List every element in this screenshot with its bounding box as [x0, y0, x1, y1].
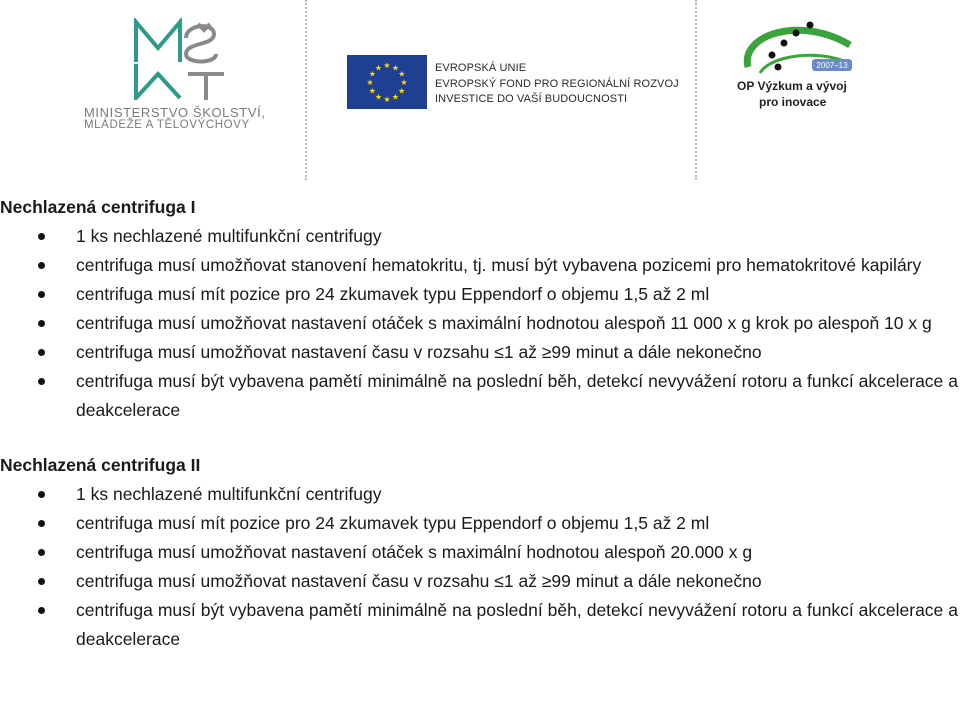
requirements-list — [0, 480, 958, 654]
section-gap — [0, 425, 958, 451]
list-item: centrifuga musí umožňovat nastavení času v rozsahu ≤1 až ≥99 minut a dále nekonečno — [0, 567, 958, 596]
list-item: centrifuga musí umožňovat nastavení otáček s maximální hodnotou alespoň 20.000 x g — [0, 538, 958, 567]
list-item: 1 ks nechlazené multifunkční centrifugy — [0, 480, 958, 509]
list-item: centrifuga musí umožňovat nastavení otáček s maximální hodnotou alespoň 11 000 x g krok po alespoň 10 x g — [0, 309, 958, 338]
msmt-logo — [84, 18, 284, 131]
op-years: 2007–13 — [816, 61, 848, 70]
op-logo-text — [737, 78, 847, 110]
eu-logo-text — [435, 61, 679, 108]
requirements-list — [0, 222, 958, 425]
eu-star-icon: ★ — [366, 78, 374, 87]
eu-star-icon: ★ — [383, 61, 391, 70]
eu-star-icon: ★ — [398, 86, 406, 96]
eu-line-2: EVROPSKÝ FOND PRO REGIONÁLNÍ ROZVOJ — [435, 77, 679, 90]
list-item: 1 ks nechlazené multifunkční centrifugy — [0, 222, 958, 251]
list-item: centrifuga musí být vybavena pamětí minimálně na poslední běh, detekcí nevyvážení rotoru a funkcí akcelerace a deakcelerace — [0, 596, 958, 654]
eu-star-icon: ★ — [391, 92, 400, 102]
list-item: centrifuga musí mít pozice pro 24 zkumavek typu Eppendorf o objemu 1,5 až 2 ml — [0, 509, 958, 538]
section-centrifuga-1 — [0, 193, 958, 425]
eu-star-icon: ★ — [391, 63, 400, 73]
list-item: centrifuga musí umožňovat stanovení hematokritu, tj. musí být vybavena pozicemi pro hematokritové kapiláry — [0, 251, 958, 280]
list-item: centrifuga musí umožňovat nastavení času v rozsahu ≤1 až ≥99 minut a dále nekonečno — [0, 338, 958, 367]
eu-star-icon: ★ — [374, 92, 383, 102]
eu-star-icon: ★ — [374, 63, 383, 73]
op-line-2: pro inovace — [759, 95, 827, 109]
logo-separator — [305, 0, 307, 180]
eu-line-1: EVROPSKÁ UNIE — [435, 62, 527, 74]
list-item: centrifuga musí být vybavena pamětí minimálně na poslední běh, detekcí nevyvážení rotoru a funkcí akcelerace a deakcelerace — [0, 367, 958, 425]
section-centrifuga-2 — [0, 451, 958, 654]
section-title: Nechlazená centrifuga II — [0, 455, 201, 475]
section-title: Nechlazená centrifuga I — [0, 197, 196, 217]
eu-line-3: INVESTICE DO VAŠÍ BUDOUCNOSTI — [435, 93, 628, 105]
eu-star-icon: ★ — [368, 86, 376, 96]
msmt-name: MINISTERSTVO ŠKOLSTVÍ, — [84, 105, 266, 120]
op-line-1: OP Výzkum a vývoj — [737, 79, 847, 93]
op-logo-mark — [730, 15, 870, 85]
logo-separator — [695, 0, 697, 180]
msmt-logo-mark — [84, 18, 234, 100]
document-body — [0, 193, 958, 654]
msmt-name-2: MLÁDEŽE A TĚLOVÝCHOVY — [84, 119, 250, 131]
list-item: centrifuga musí mít pozice pro 24 zkumavek typu Eppendorf o objemu 1,5 až 2 ml — [0, 280, 958, 309]
logo-header — [0, 0, 960, 185]
eu-star-icon: ★ — [400, 78, 408, 87]
eu-flag-icon — [347, 55, 427, 109]
eu-star-icon: ★ — [368, 69, 376, 79]
eu-star-icon: ★ — [398, 69, 406, 79]
eu-star-icon: ★ — [383, 95, 391, 104]
